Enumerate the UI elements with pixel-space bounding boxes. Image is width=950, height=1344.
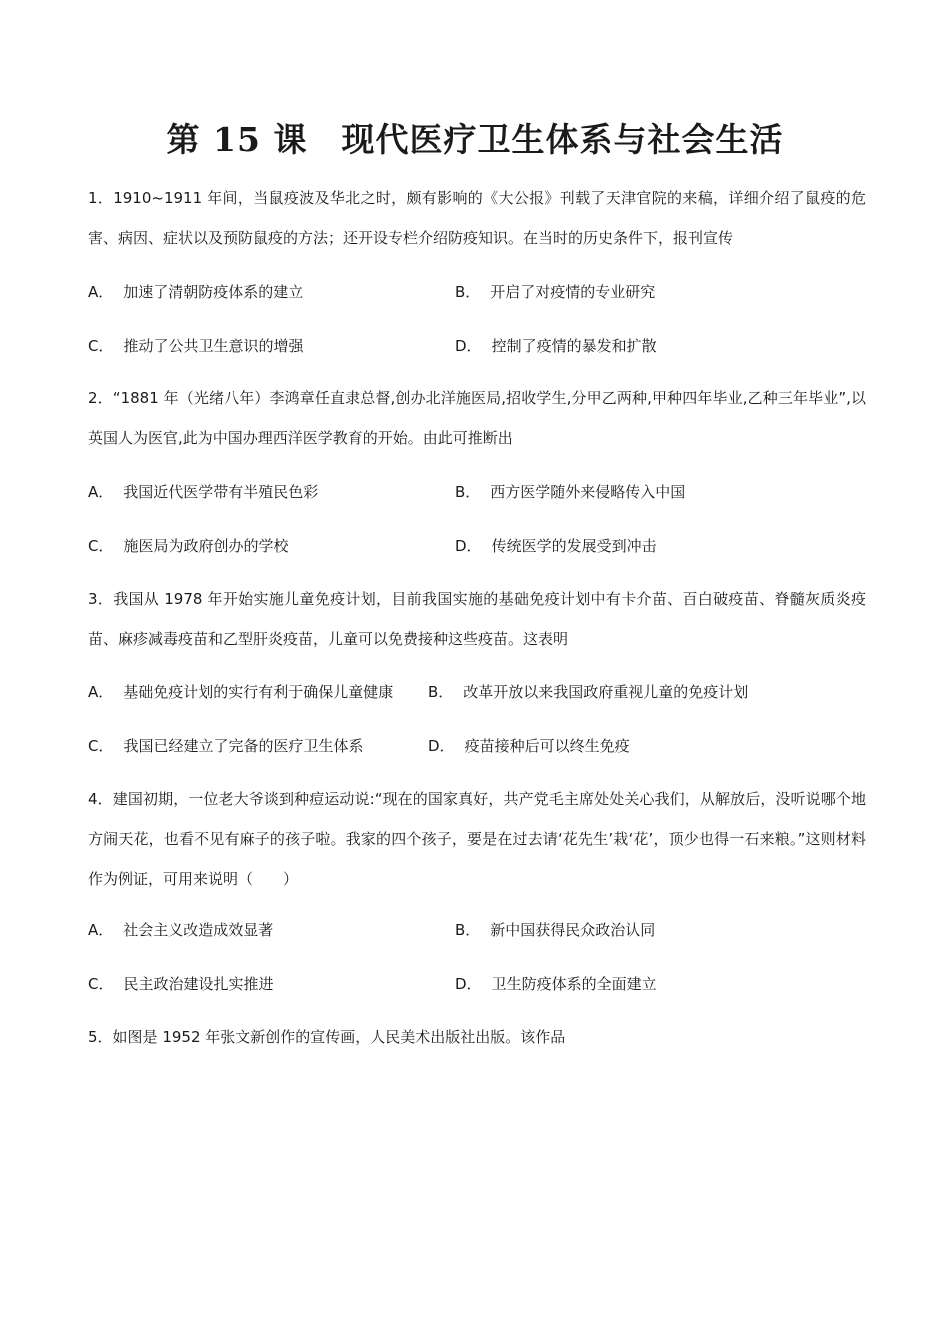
option-text: 我国近代医学带有半殖民色彩	[123, 483, 319, 501]
option-a[interactable]	[88, 680, 393, 704]
option-text: 开启了对疫情的专业研究	[490, 283, 656, 301]
question-text: 我国从 1978 年开始实施儿童免疫计划，目前我国实施的基础免疫计划中有卡介苗、百白破疫苗、脊髓灰质炎疫苗、麻疹减毒疫苗和乙型肝炎疫苗，儿童可以免费接种这些疫苗。这表明	[88, 590, 866, 648]
question-stem	[88, 579, 866, 659]
option-letter: A．	[88, 283, 114, 301]
option-letter: D．	[455, 975, 482, 993]
option-b[interactable]	[455, 480, 685, 504]
question-stem	[88, 178, 866, 258]
question-number: 2．	[88, 389, 113, 407]
question-stem	[88, 1017, 866, 1057]
option-text: 施医局为政府创办的学校	[123, 537, 289, 555]
option-text: 新中国获得民众政治认同	[490, 921, 656, 939]
question-stem	[88, 779, 866, 899]
option-b[interactable]	[455, 280, 655, 304]
option-letter: D．	[455, 537, 482, 555]
option-letter: C．	[88, 737, 114, 755]
option-letter: D．	[455, 337, 482, 355]
question-number: 5．	[88, 1028, 113, 1046]
option-d[interactable]	[455, 534, 657, 558]
question-text: 1910~1911 年间，当鼠疫波及华北之时，颇有影响的《大公报》刊载了天津官院的来稿，详细介绍了鼠疫的危害、病因、症状以及预防鼠疫的方法；还开设专栏介绍防疫知识。在当时的历史条件下，报刊宣传	[88, 189, 866, 247]
question-number: 3．	[88, 590, 114, 608]
option-d[interactable]	[455, 972, 657, 996]
option-text: 加速了清朝防疫体系的建立	[123, 283, 304, 301]
question-3	[88, 579, 866, 659]
option-text: 推动了公共卫生意识的增强	[123, 337, 304, 355]
option-b[interactable]	[455, 918, 655, 942]
question-text: 如图是 1952 年张文新创作的宣传画，人民美术出版社出版。该作品	[112, 1028, 566, 1046]
option-letter: A．	[88, 921, 114, 939]
option-b[interactable]	[428, 680, 748, 704]
option-text: 社会主义改造成效显著	[123, 921, 274, 939]
option-letter: C．	[88, 975, 114, 993]
option-a[interactable]	[88, 480, 318, 504]
question-4-options-row-1	[88, 918, 866, 972]
question-text: 建国初期，一位老大爷谈到种痘运动说:“现在的国家真好，共产党毛主席处处关心我们，从解放后，没听说哪个地方闹天花，也看不见有麻子的孩子啦。我家的四个孩子，要是在过去请‘花先生’栽‘花’，顶少也得一石来粮。”这则材料作为例证，可用来说明（ ）	[88, 790, 866, 888]
option-a[interactable]	[88, 280, 303, 304]
option-letter: A．	[88, 683, 114, 701]
option-c[interactable]	[88, 734, 364, 758]
option-text: 西方医学随外来侵略传入中国	[490, 483, 686, 501]
option-c[interactable]	[88, 334, 304, 358]
question-text: “1881 年（光绪八年）李鸿章任直隶总督,创办北洋施医局,招收学生,分甲乙两种,甲种四年毕业,乙种三年毕业”,以英国人为医官,此为中国办理西洋医学教育的开始。由此可推断出	[88, 389, 866, 447]
question-4	[88, 779, 866, 899]
option-text: 民主政治建设扎实推进	[123, 975, 274, 993]
lesson-title: 第 15 课 现代医疗卫生体系与社会生活	[166, 120, 784, 159]
question-stem	[88, 378, 866, 458]
question-3-options-row-1	[88, 680, 866, 734]
option-letter: D．	[428, 737, 455, 755]
question-2	[88, 378, 866, 458]
option-letter: C．	[88, 537, 114, 555]
option-letter: B．	[455, 921, 481, 939]
option-text: 我国已经建立了完备的医疗卫生体系	[123, 737, 364, 755]
option-a[interactable]	[88, 918, 273, 942]
option-letter: B．	[455, 283, 481, 301]
option-c[interactable]	[88, 534, 289, 558]
option-letter: B．	[428, 683, 454, 701]
option-text: 传统医学的发展受到冲击	[491, 537, 657, 555]
option-c[interactable]	[88, 972, 274, 996]
option-d[interactable]	[455, 334, 657, 358]
option-text: 疫苗接种后可以终生免疫	[464, 737, 630, 755]
option-text: 控制了疫情的暴发和扩散	[491, 337, 657, 355]
question-number: 4．	[88, 790, 113, 808]
question-2-options-row-1	[88, 480, 866, 534]
option-letter: B．	[455, 483, 481, 501]
question-1	[88, 178, 866, 258]
option-letter: A．	[88, 483, 114, 501]
question-5	[88, 1017, 866, 1057]
option-d[interactable]	[428, 734, 630, 758]
option-text: 卫生防疫体系的全面建立	[491, 975, 657, 993]
option-text: 基础免疫计划的实行有利于确保儿童健康	[123, 683, 394, 701]
question-1-options-row-1	[88, 280, 866, 334]
option-text: 改革开放以来我国政府重视儿童的免疫计划	[463, 683, 749, 701]
option-letter: C．	[88, 337, 114, 355]
question-number: 1．	[88, 189, 114, 207]
